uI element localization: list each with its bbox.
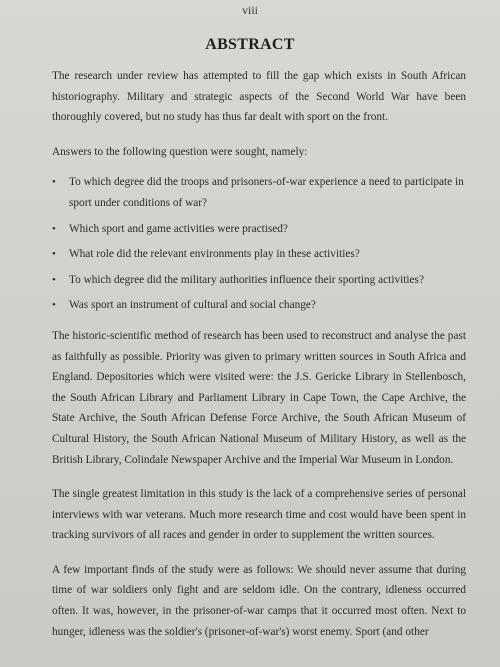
question-text: What role did the relevant environments play in these activities?	[69, 248, 360, 261]
paragraph-intro-research: The research under review has attempted to fill the gap which exists in South African historiography. Military and strategic aspects of the Second World War have been thoroughly covered, but no study has thus far dealt with sport on the front.	[52, 70, 466, 124]
list-item	[52, 219, 466, 240]
bullet-icon: •	[52, 176, 56, 189]
questions-list	[52, 172, 466, 316]
list-item	[52, 295, 466, 316]
question-text: Which sport and game activities were practised?	[69, 222, 288, 235]
bullet-icon: •	[52, 299, 56, 312]
list-item	[52, 172, 466, 213]
abstract-body	[52, 66, 466, 656]
bullet-icon: •	[52, 248, 56, 261]
bullet-icon: •	[52, 222, 56, 235]
paragraph-methodology: The historic-scientific method of research has been used to reconstruct and analyse the past as faithfully as possible. Priority was given to primary written sources in South Africa and England. Depositories which were visited were: the J.S. Gericke Library in Stellenbosch, the South African Library and Parliament Library in Cape Town, the Cape Archive, the State Archive, the South African Defense Force Archive, the South African Museum of Cultural History, the South African National Museum of Military History, as well as the British Library, Colindale Newspaper Archive and the Imperial War Museum in London.	[52, 329, 466, 466]
paragraph-questions-intro: Answers to the following question were sought, namely:	[52, 145, 308, 158]
paragraph-limitations: The single greatest limitation in this study is the lack of a comprehensive series of personal interviews with war veterans. Much more research time and cost would have been spent in tracking survivors of all races and gender in order to supplement the written sources.	[52, 488, 466, 542]
paragraph-findings: A few important finds of the study were as follows: We should never assume that during time of war soldiers only fight and are seldom idle. On the contrary, idleness occurred often. It was, however, in the prisoner-of-war camps that it occurred most often. Next to hunger, idleness was the soldier's (prisoner-of-war's) worst enemy. Sport (and other	[52, 563, 466, 638]
bullet-icon: •	[52, 273, 56, 286]
question-text: To which degree did the troops and prisoners-of-war experience a need to participate in sport under conditions of war?	[69, 176, 464, 209]
list-item	[52, 244, 466, 265]
question-text: To which degree did the military authorities influence their sporting activities?	[69, 273, 424, 286]
page-number: viii	[241, 3, 258, 17]
question-text: Was sport an instrument of cultural and social change?	[69, 299, 316, 312]
page-title: ABSTRACT	[205, 36, 295, 53]
list-item	[52, 270, 466, 291]
